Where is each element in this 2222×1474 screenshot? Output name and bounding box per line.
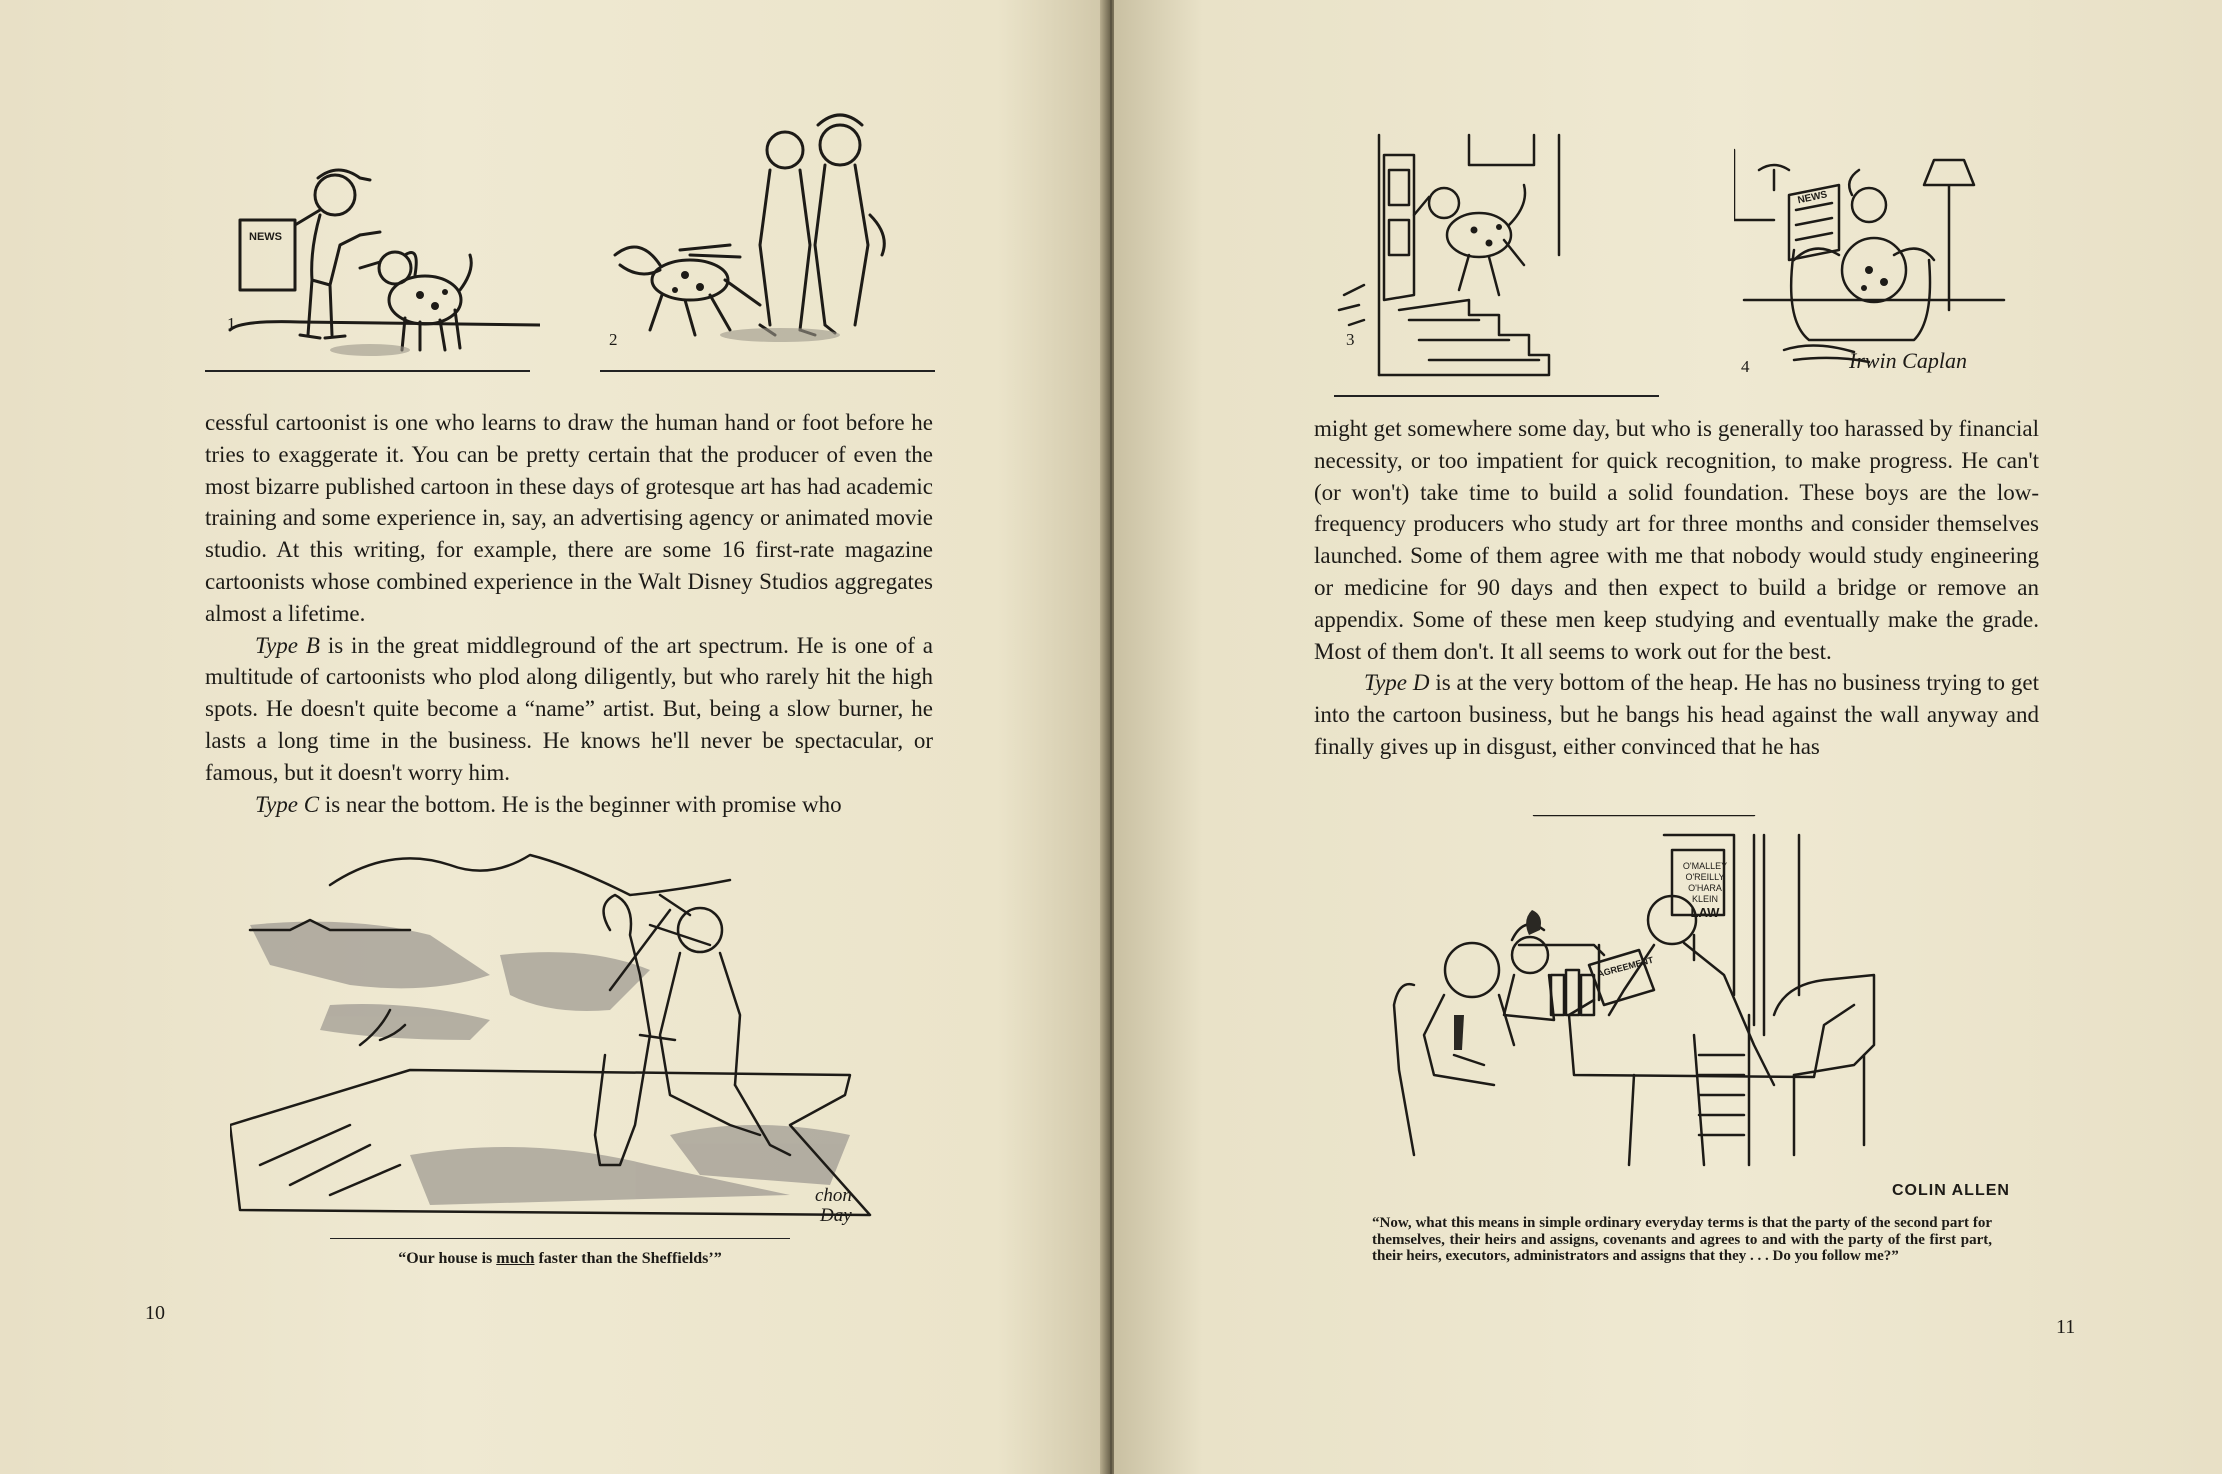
panel-2-rule (600, 370, 935, 372)
door-sign-name: O'MALLEY (1682, 861, 1728, 871)
panel-1-rule (205, 370, 530, 372)
panel-label-3: 3 (1346, 330, 1355, 349)
panel-3-rule (1334, 395, 1659, 397)
law-office-drawing (1354, 815, 1954, 1185)
paragraph-text: is near the bottom. He is the beginner with promise who (319, 791, 842, 817)
flood-cartoon-signature-line1: chon (815, 1185, 852, 1206)
door-sign-name: KLEIN (1691, 894, 1718, 904)
law-cartoon-signature: COLIN ALLEN (1892, 1182, 2010, 1199)
illustration-panel-3 (1329, 125, 1639, 385)
illustration-panel-2 (600, 105, 920, 355)
flood-cartoon-drawing (230, 835, 880, 1235)
flood-cartoon (230, 835, 880, 1235)
page-number: 11 (2056, 1316, 2076, 1338)
door-sign-law: LAW (1690, 905, 1720, 920)
door-sign-name: O'HARA (1688, 883, 1722, 893)
law-cartoon-caption: “Now, what this means in simple ordinary everyday terms is that the party of the second part for themselves, their heirs and assigns, covenants and agrees to and with the party of the first part, their heirs, executors, administrators and assigns that they . . . Do you follow me?” (1372, 1215, 1992, 1264)
flood-cartoon-rule (330, 1238, 790, 1239)
paragraph: cessful cartoonist is one who learns to draw the human hand or foot before he tries to exaggerate it. You can be pretty certain that the producer of even the most bizarre published cartoon in these days of grotesque art has had academic training and some experience in, say, an advertising agency or animated movie studio. At this writing, for example, there are some 16 first-rate magazine cartoonists whose combined experience in the Walt Disney Studios aggregates almost a lifetime. (205, 410, 933, 626)
law-door-sign (1675, 861, 1735, 918)
document-label: AGREEMENT (1596, 954, 1655, 980)
caption-text: “Our house is (398, 1250, 497, 1267)
left-page (0, 0, 1108, 1474)
panel-label-1: 1 (227, 314, 236, 333)
right-body-text (1314, 413, 2039, 763)
caption-emphasis: much (496, 1250, 535, 1267)
left-body-text (205, 407, 933, 820)
paragraph-type-d (1314, 667, 2039, 762)
caption-text: faster than the Sheffields’” (534, 1250, 722, 1267)
right-page (1114, 0, 2222, 1474)
panel-label-4: 4 (1741, 357, 1750, 376)
page-number: 10 (145, 1302, 165, 1324)
news-bag-label: NEWS (249, 231, 282, 243)
paragraph-type-b (205, 630, 933, 789)
door-sign-name: O'REILLY (1685, 872, 1725, 882)
dog-couple-drawing (600, 105, 920, 355)
paragraph-text: is in the great middleground of the art spectrum. He is one of a multitude of cartoonists who plod along diligently, but who rarely hit the high spots. He doesn't quite become a “name” artist. But, being a slow burner, he lasts a long time in the business. He knows he'll never be spectacular, or famous, but it doesn't worry him. (205, 632, 933, 785)
illustration-panel-1 (220, 150, 540, 370)
type-c-label: Type C (255, 791, 320, 817)
law-office-cartoon (1354, 815, 1954, 1185)
dog-doorstep-drawing (1329, 125, 1639, 385)
panel-label-2: 2 (609, 330, 618, 349)
type-d-label: Type D (1364, 670, 1430, 696)
paragraph-type-c (205, 789, 933, 821)
type-b-label: Type B (255, 632, 320, 658)
newspaper-label: NEWS (1796, 189, 1829, 207)
illustration-panel-4 (1734, 140, 2014, 370)
newsboy-dog-drawing (220, 150, 540, 370)
dog-reading-drawing (1734, 140, 2014, 370)
panel-signature: Irwin Caplan (1849, 348, 1967, 373)
flood-cartoon-caption (300, 1250, 820, 1268)
paragraph-text: is at the very bottom of the heap. He has no business trying to get into the cartoon business, but he bangs his head against the wall anyway and finally gives up in disgust, either convinced that he has (1314, 670, 2039, 759)
paragraph: might get somewhere some day, but who is generally too harassed by financial necessity, or too impatient for quick recognition, to make progress. He can't (or won't) take time to build a solid foundation. These boys are the low-frequency producers who study art for three months and consider themselves launched. Some of them agree with me that nobody would study engineering or medicine for 90 days and then expect to build a bridge or remove an appendix. Some of these men keep studying and eventually make the grade. Most of them don't. It all seems to work out for the best. (1314, 416, 2039, 664)
flood-cartoon-signature-line2: Day (820, 1205, 852, 1226)
